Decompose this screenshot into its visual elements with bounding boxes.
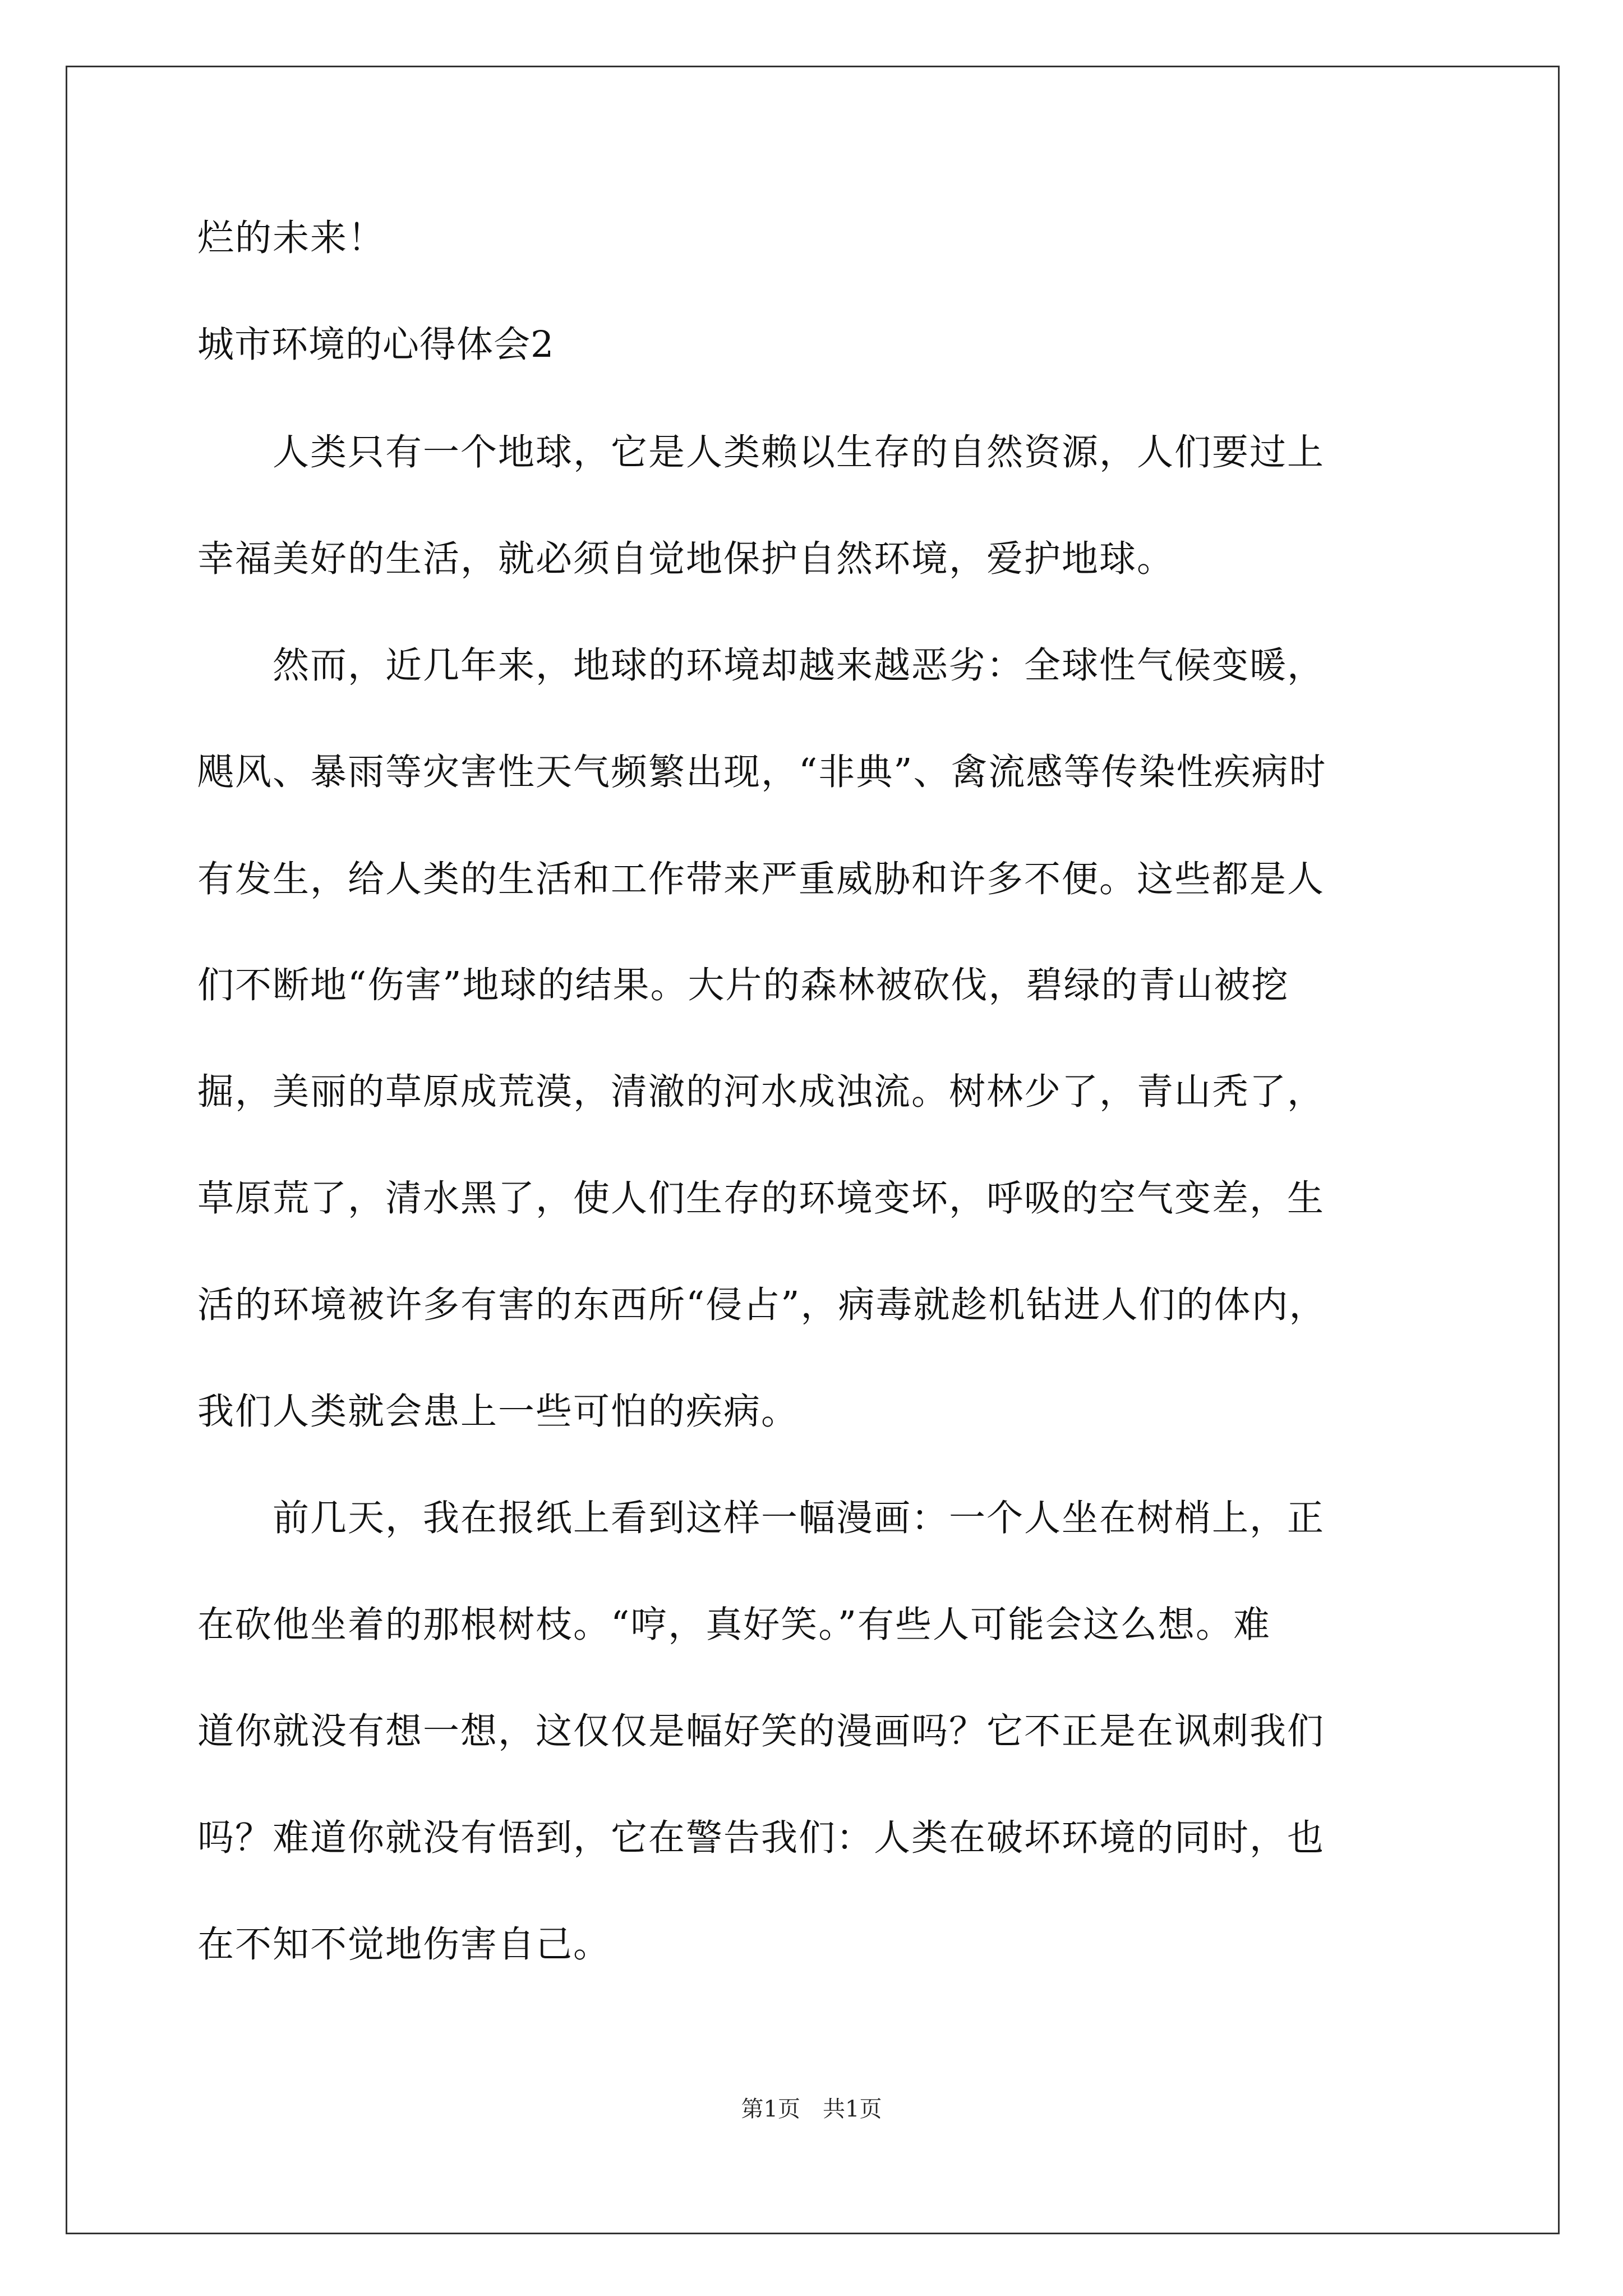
text-line-3: 人类只有一个地球，它是人类赖以生存的自然资源，人们要过上 [197,431,1325,473]
page-footer: 第1页 共1页 [741,2096,882,2122]
text-line-4: 幸福美好的生活，就必须自觉地保护自然环境，爱护地球。 [197,538,1175,580]
text-line-15: 道你就没有想一想，这仅仅是幅好笑的漫画吗？它不正是在讽刺我们 [197,1710,1325,1752]
page-border [66,66,1560,2234]
text-line-12: 我们人类就会患上一些可怕的疾病。 [197,1391,799,1433]
text-line-1: 烂的未来！ [197,217,386,259]
text-line-8: 们不断地“伤害”地球的结果。大片的森林被砍伐，碧绿的青山被挖 [197,964,1289,1006]
text-line-11: 活的环境被许多有害的东西所“侵占”，病毒就趁机钻进人们的体内， [197,1284,1327,1326]
text-line-16: 吗？难道你就没有悟到，它在警告我们：人类在破坏环境的同时，也 [197,1817,1325,1859]
text-line-6: 飓风、暴雨等灾害性天气频繁出现，“非典”、禽流感等传染性疾病时 [197,751,1327,793]
text-line-9: 掘，美丽的草原成荒漠，清澈的河水成浊流。树林少了，青山秃了， [197,1071,1325,1113]
text-line-13: 前几天，我在报纸上看到这样一幅漫画：一个人坐在树梢上，正 [197,1497,1325,1539]
text-line-14: 在砍他坐着的那根树枝。“哼，真好笑。”有些人可能会这么想。难 [197,1604,1271,1646]
text-line-10: 草原荒了，清水黑了，使人们生存的环境变坏，呼吸的空气变差，生 [197,1177,1325,1220]
section-heading: 城市环境的心得体会2 [197,324,555,366]
text-line-5: 然而，近几年来，地球的环境却越来越恶劣：全球性气候变暖， [197,645,1325,687]
text-line-17: 在不知不觉地伤害自己。 [197,1924,611,1966]
text-line-7: 有发生，给人类的生活和工作带来严重威胁和许多不便。这些都是人 [197,858,1325,900]
